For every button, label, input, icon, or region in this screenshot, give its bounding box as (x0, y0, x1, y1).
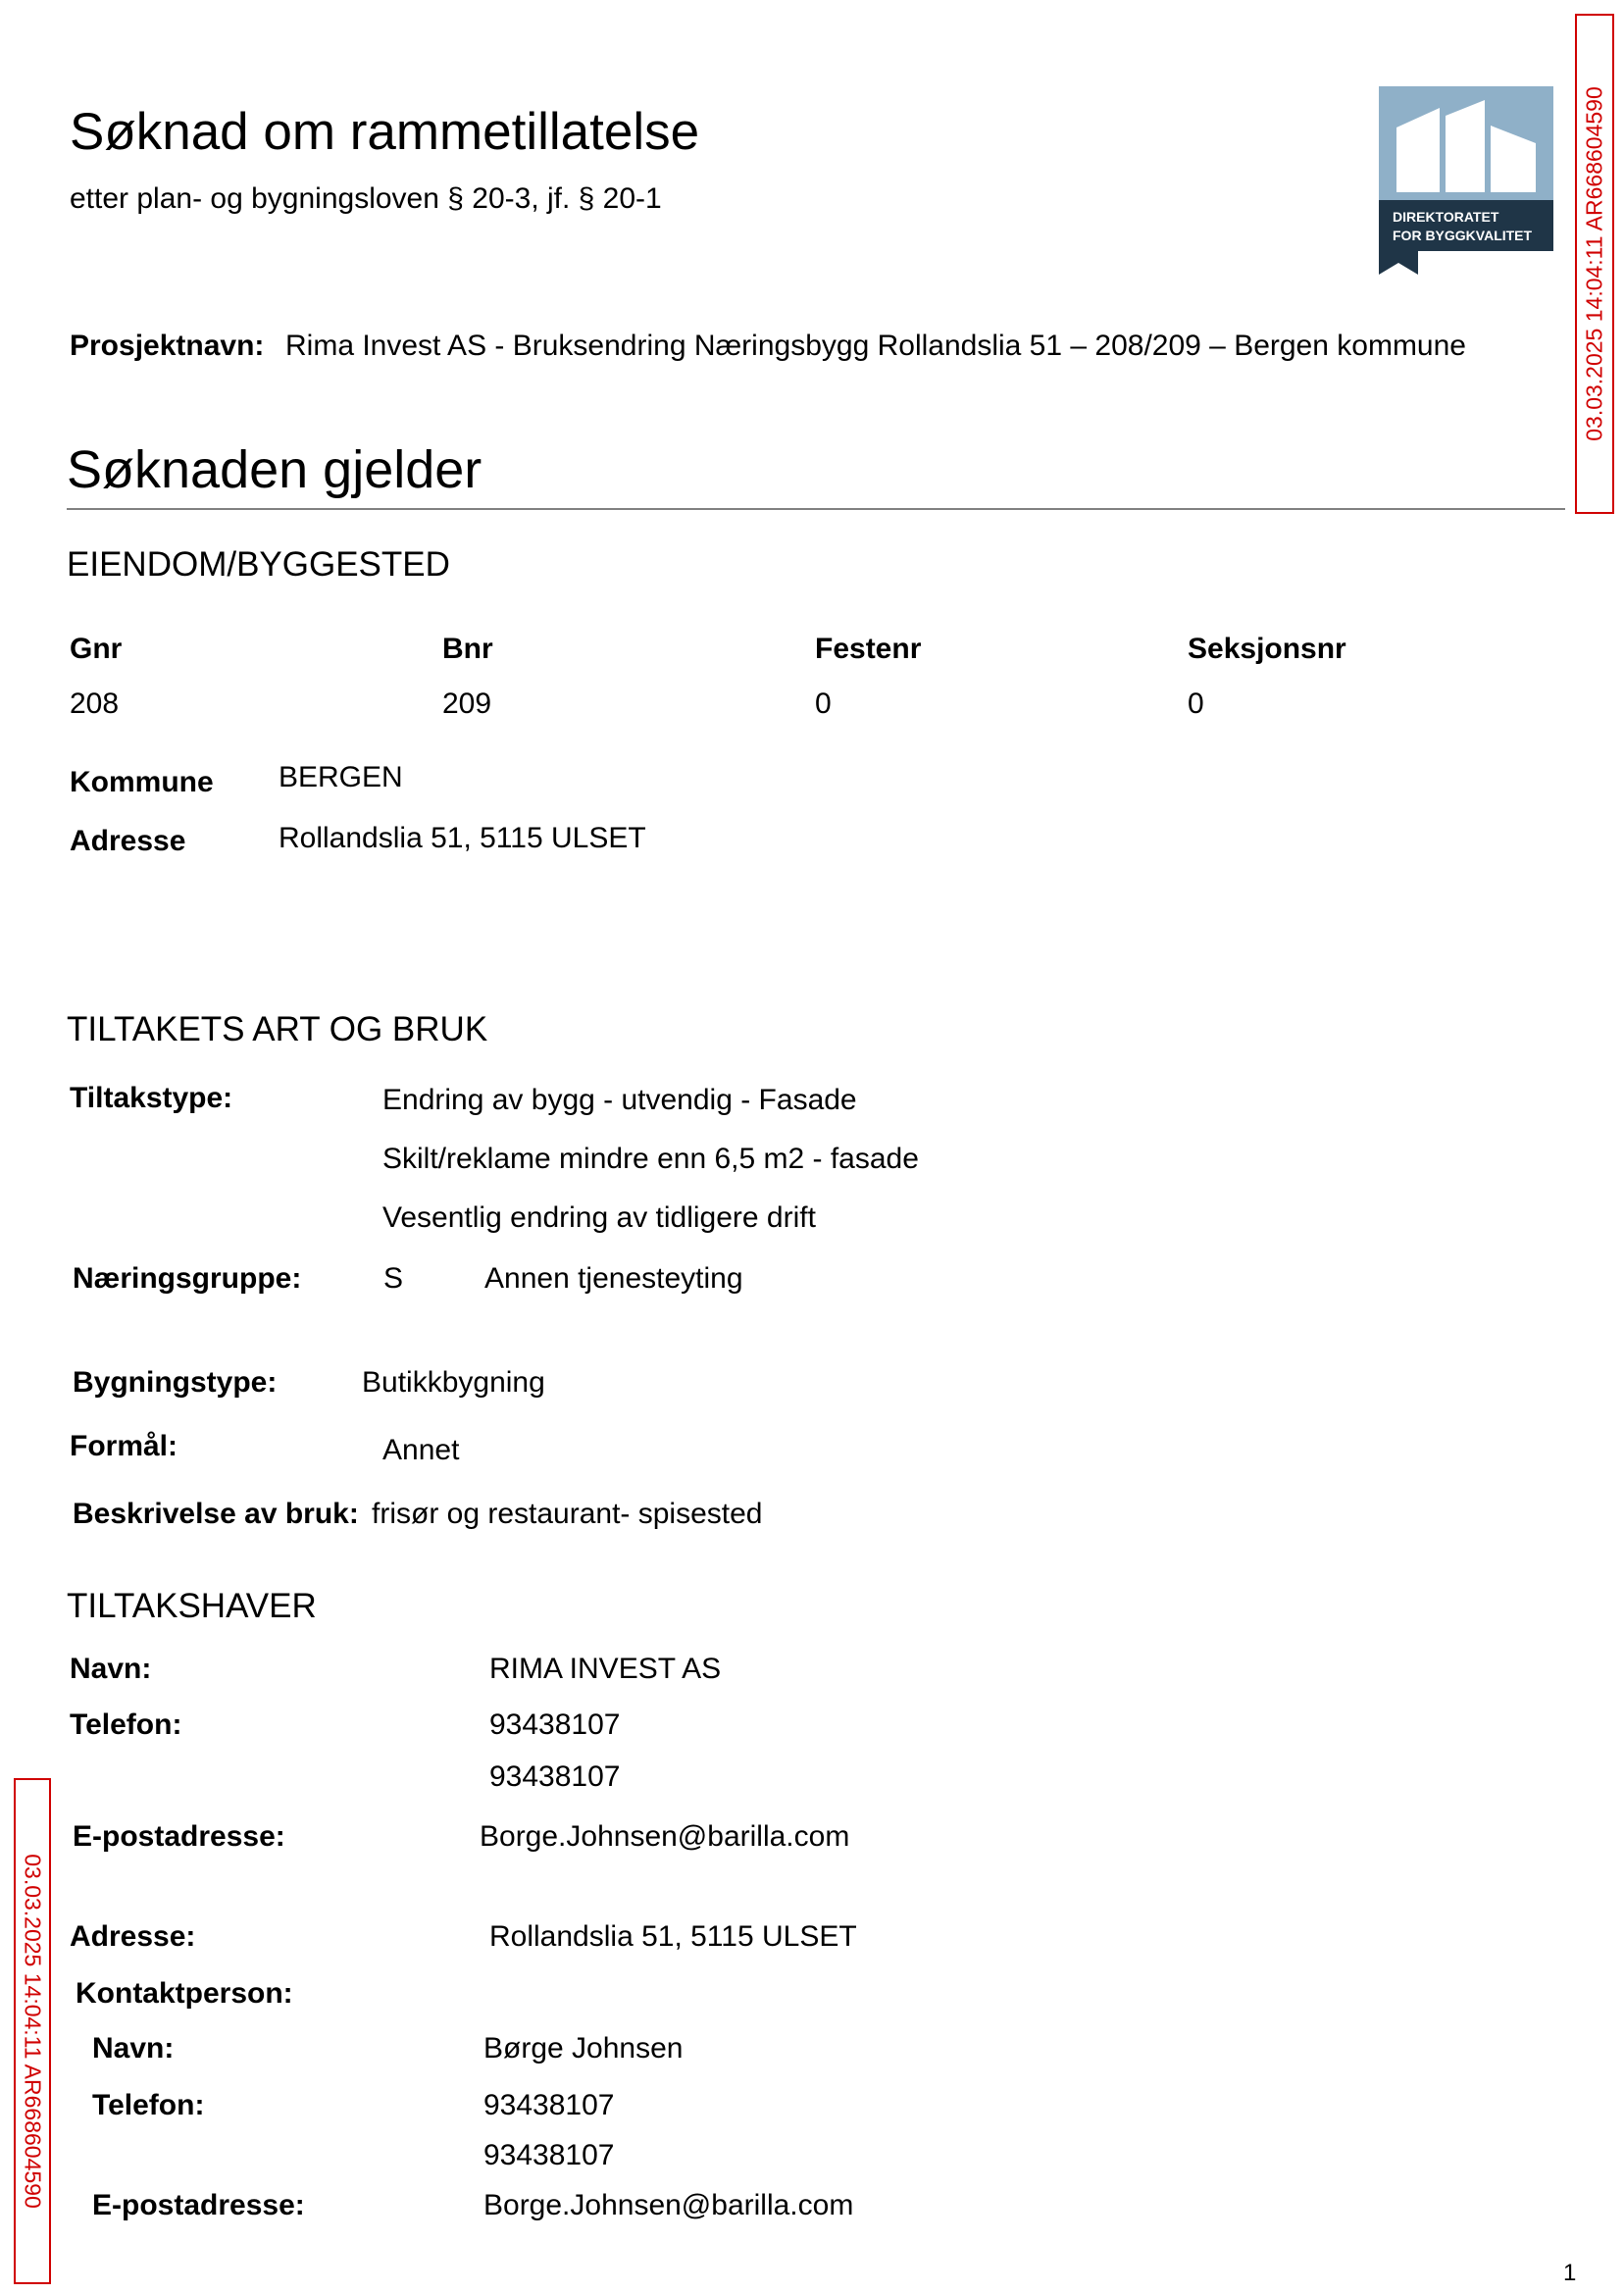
property-heading: EIENDOM/BYGGESTED (67, 545, 450, 584)
bnr-value: 209 (442, 688, 492, 720)
col-gnr-label: Gnr (70, 633, 123, 665)
kp-navn-label: Navn: (92, 2032, 175, 2065)
kommune-value: BERGEN (279, 761, 403, 793)
kp-telefon-label: Telefon: (92, 2089, 205, 2121)
naeringsgruppe-code: S (383, 1262, 404, 1295)
gnr-value: 208 (70, 688, 120, 720)
kp-epost-value: Borge.Johnsen@barilla.com (483, 2189, 854, 2221)
bruk-label: Beskrivelse av bruk: (73, 1498, 359, 1530)
th-navn-label: Navn: (70, 1653, 152, 1685)
section-heading: Søknaden gjelder (67, 440, 482, 499)
logo-line1: DIREKTORATET (1393, 209, 1499, 225)
formaal-label: Formål: (70, 1430, 178, 1462)
tiltakshaver-heading: TILTAKSHAVER (67, 1587, 317, 1625)
seksjonsnr-value: 0 (1188, 688, 1204, 720)
tiltakstype-label: Tiltakstype: (70, 1082, 233, 1114)
bygningstype-label: Bygningstype: (73, 1366, 278, 1399)
tiltakstype-2: Skilt/reklame mindre enn 6,5 m2 - fasade (382, 1143, 919, 1175)
th-epost-label: E-postadresse: (73, 1820, 285, 1853)
kp-navn-value: Børge Johnsen (483, 2032, 684, 2065)
kp-telefon-1: 93438107 (483, 2089, 615, 2121)
col-seksjonsnr-label: Seksjonsnr (1188, 633, 1346, 665)
received-stamp-left (14, 1778, 51, 2284)
th-telefon-2: 93438107 (489, 1760, 621, 1793)
bygningstype-value: Butikkbygning (362, 1366, 545, 1399)
kontaktperson-label: Kontaktperson: (76, 1977, 293, 2010)
naeringsgruppe-name: Annen tjenesteyting (484, 1262, 743, 1295)
stamp-text-left: 03.03.2025 14:04:11 AR668604590 (20, 1854, 46, 2209)
th-telefon-label: Telefon: (70, 1708, 182, 1741)
logo-line2: FOR BYGGKVALITET (1393, 228, 1533, 243)
section-divider (67, 508, 1565, 510)
project-name: Rima Invest AS - Bruksendring Næringsbygg Rollandslia 51 – 208/209 – Bergen kommune (285, 330, 1466, 362)
kp-epost-label: E-postadresse: (92, 2189, 305, 2221)
tiltakstype-3: Vesentlig endring av tidligere drift (382, 1201, 816, 1234)
th-adresse-label: Adresse: (70, 1920, 196, 1953)
adresse-label: Adresse (70, 825, 186, 857)
page-subtitle: etter plan- og bygningsloven § 20-3, jf. § 20-1 (70, 182, 662, 215)
page-number: 1 (1563, 2260, 1577, 2286)
th-telefon-1: 93438107 (489, 1708, 621, 1741)
th-epost-value: Borge.Johnsen@barilla.com (480, 1820, 850, 1853)
col-bnr-label: Bnr (442, 633, 493, 665)
th-adresse-value: Rollandslia 51, 5115 ULSET (489, 1920, 857, 1953)
stamp-text-right: 03.03.2025 14:04:11 AR668604590 (1581, 86, 1607, 441)
col-festenr-label: Festenr (815, 633, 922, 665)
kommune-label: Kommune (70, 766, 214, 798)
th-navn-value: RIMA INVEST AS (489, 1653, 722, 1685)
naeringsgruppe-label: Næringsgruppe: (73, 1262, 302, 1295)
festenr-value: 0 (815, 688, 832, 720)
formaal-value: Annet (382, 1434, 460, 1466)
project-label: Prosjektnavn: (70, 330, 265, 362)
dibk-logo (1379, 86, 1553, 275)
adresse-value: Rollandslia 51, 5115 ULSET (279, 822, 646, 854)
kp-telefon-2: 93438107 (483, 2139, 615, 2171)
tiltakstype-1: Endring av bygg - utvendig - Fasade (382, 1084, 857, 1116)
dibk-logo-mark (1379, 86, 1553, 275)
received-stamp-right (1575, 14, 1614, 514)
page-title: Søknad om rammetillatelse (70, 103, 700, 161)
tiltak-heading: TILTAKETS ART OG BRUK (67, 1010, 488, 1048)
bruk-value: frisør og restaurant- spisested (372, 1498, 763, 1530)
